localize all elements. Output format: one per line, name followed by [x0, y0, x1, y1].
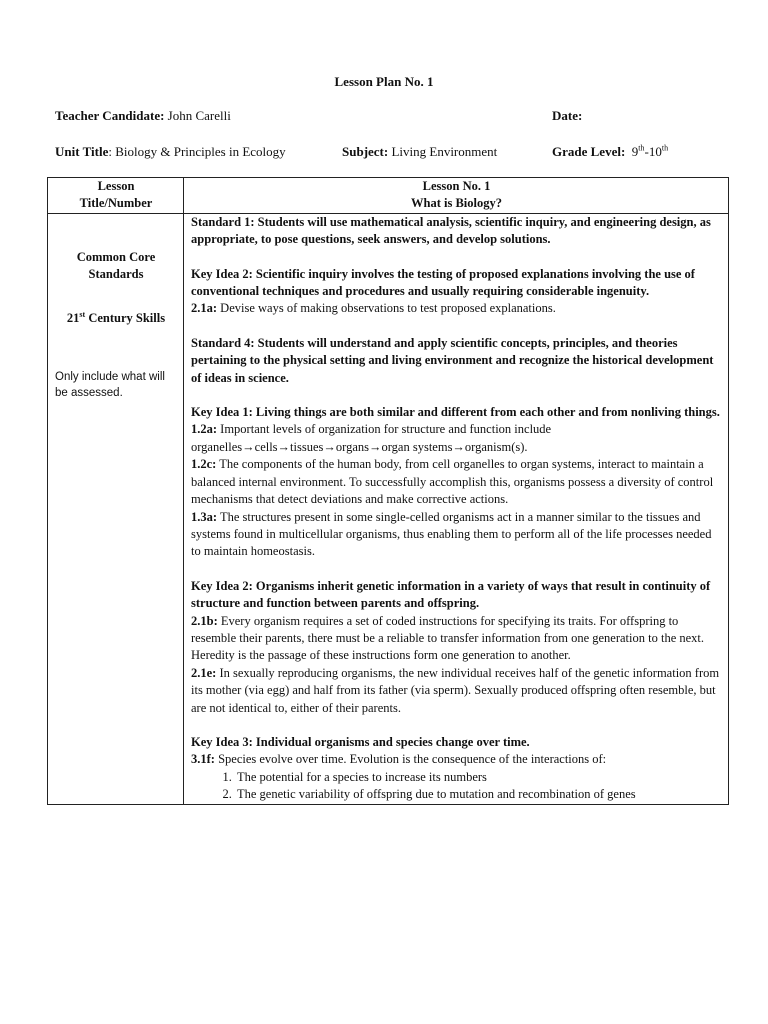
lesson-title: What is Biology? [411, 196, 502, 211]
grade-label: Grade Level: [552, 144, 626, 159]
header-left-cell [48, 178, 184, 214]
subject-label: Subject: [342, 144, 389, 159]
header-left-line2: Title/Number [79, 196, 153, 211]
item-3-1f: 3.1f: Species evolve over time. Evolution is the consequence of the interactions of: [191, 752, 607, 767]
item-2-1a: 2.1a: Devise ways of making observations to test proposed explanations. [191, 301, 556, 316]
unit-row [55, 144, 286, 160]
common-core-label: Common Core Standards [76, 249, 156, 282]
item-2-1b: 2.1b: Every organism requires a set of coded instructions for specifying its traits. For offspring to resemble their parents, there must be a reliable to transfer information from one generation to the next. Heredity is the passage of these instructions form one generation to another. [191, 613, 705, 663]
list-item: 2. The genetic variability of offspring due to mutation and recombination of genes [235, 786, 722, 803]
key-idea-2-genetics: Key Idea 2: Organisms inherit genetic information in a variety of ways that result in continuity of structure and function between parents and offspring. [191, 578, 711, 611]
item-1-2a: 1.2a: Important levels of organization for structure and function include organelles→cells→tissues→organs→organ systems→organism(s). [191, 422, 552, 454]
teacher-value: John Carelli [167, 108, 231, 123]
subject-field [342, 144, 497, 160]
assessment-note: Only include what will be assessed. [55, 371, 165, 400]
standard-4: Standard 4: Students will understand and apply scientific concepts, principles, and theories pertaining to the physical setting and living environment and recognize the historical development of ideas in science. [191, 335, 714, 385]
item-1-3a: 1.3a: The structures present in some single-celled organisms act in a manner similar to the tissues and systems found in multicellular organisms, thus enabling them to perform all of the life processes needed to maintain homeostasis. [191, 509, 712, 559]
header-right-cell [184, 178, 729, 214]
key-idea-2-inquiry: Key Idea 2: Scientific inquiry involves the testing of proposed explanations involving the use of conventional techniques and procedures and usually requiring considerable ingenuity. [191, 266, 695, 299]
evolution-factors-list [191, 769, 722, 804]
header-left-line1: Lesson [97, 179, 135, 193]
unit-label: Unit Title [55, 144, 109, 159]
subject-value: Living Environment [391, 144, 498, 159]
item-1-2c: 1.2c: The components of the human body, from cell organelles to organ systems, interact to maintain a balanced internal environment. To successfully accomplish this, organisms possess a diversity of control mechanisms that detect deviations and make corrective actions. [191, 457, 714, 507]
item-2-1e: 2.1e: In sexually reproducing organisms, the new individual receives half of the genetic information from its mother (via egg) and half from its father (via sperm). Sexually produced offspring often resemble, but are not identical to, either of their parents. [191, 665, 720, 715]
document-title: Lesson Plan No. 1 [334, 74, 434, 89]
grade-value: 9th-10th [631, 143, 669, 159]
standard-1: Standard 1: Students will use mathematical analysis, scientific inquiry, and engineering design, as appropriate, to pose questions, seek answers, and develop solutions. [191, 214, 711, 247]
teacher-label: Teacher Candidate: [55, 108, 165, 123]
standards-content-cell [184, 213, 729, 804]
grade-field [552, 144, 668, 160]
teacher-row [55, 108, 231, 124]
century-skills-label: 21st Century Skills [66, 309, 166, 325]
lesson-number: Lesson No. 1 [422, 179, 491, 193]
left-label-column [48, 213, 184, 804]
table-body-row [48, 213, 729, 804]
key-idea-3: Key Idea 3: Individual organisms and species change over time. [191, 734, 530, 749]
key-idea-1: Key Idea 1: Living things are both similar and different from each other and from nonliving things. [191, 405, 720, 420]
table-header-row [48, 178, 729, 214]
lesson-plan-table [47, 177, 729, 805]
list-item: 1. The potential for a species to increase its numbers [235, 769, 722, 786]
unit-value: : Biology & Principles in Ecology [108, 144, 286, 159]
date-label: Date: [552, 108, 583, 123]
